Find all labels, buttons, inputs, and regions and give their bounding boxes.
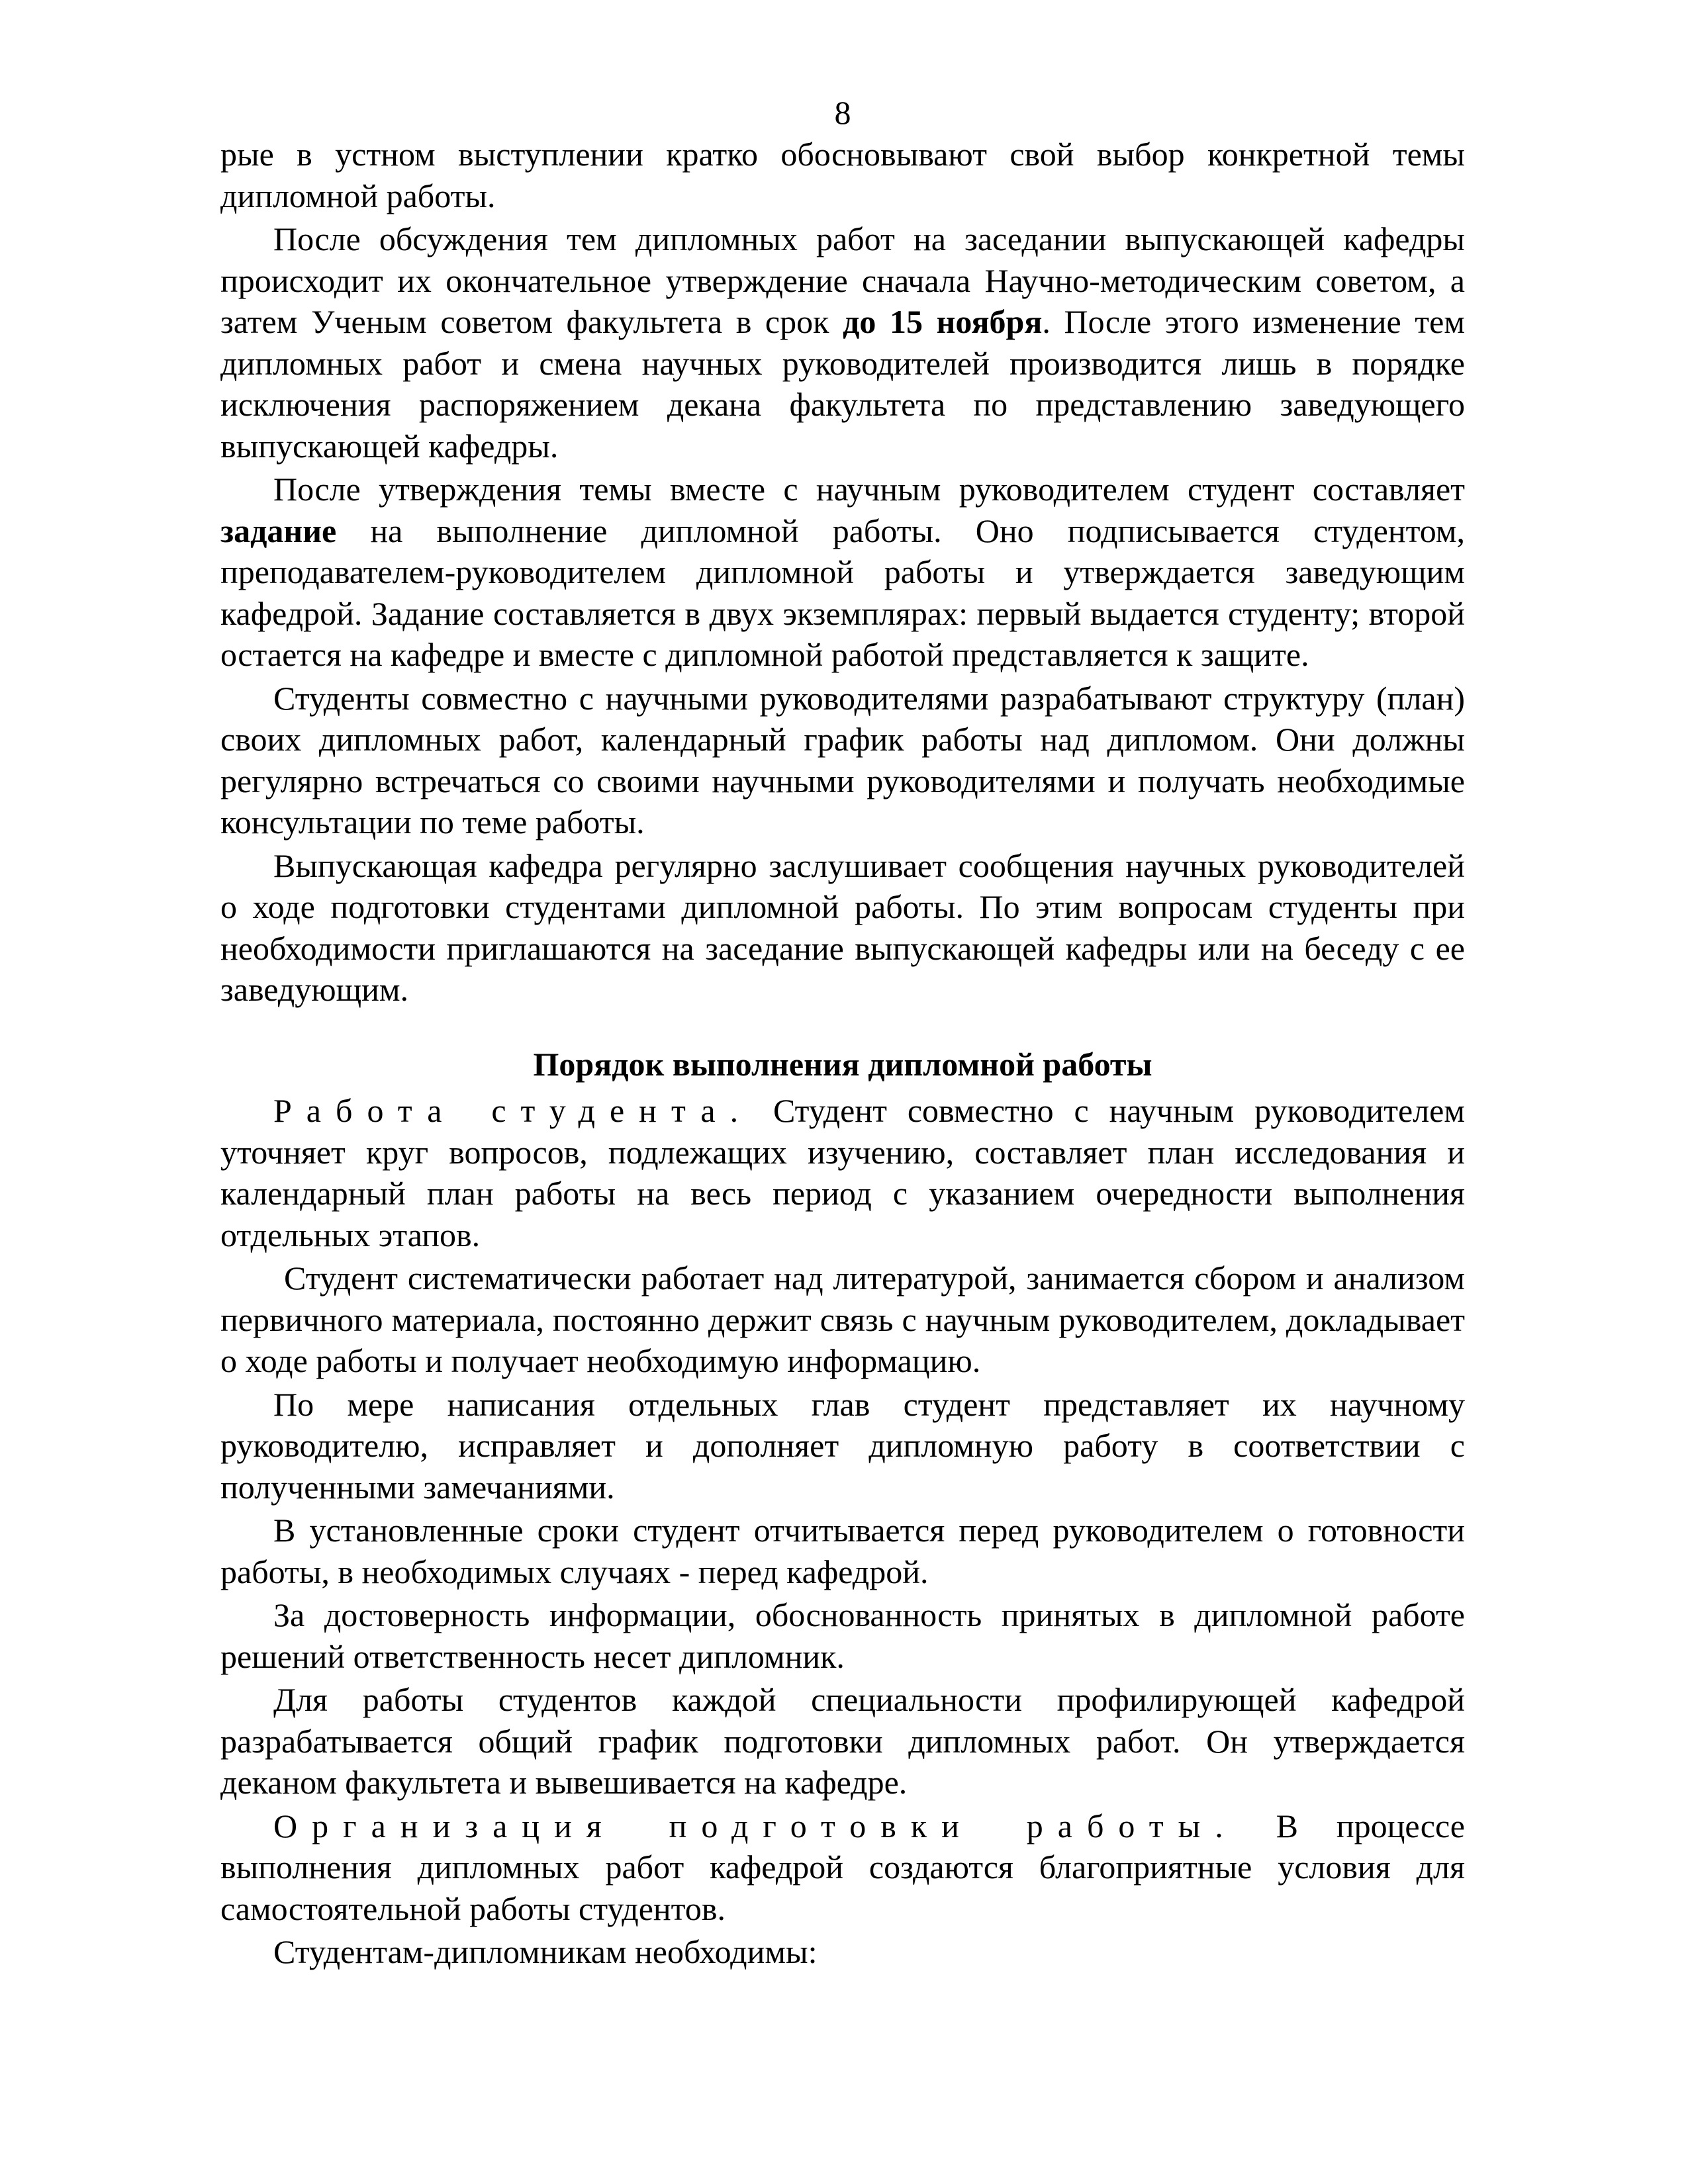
section-title: Порядок выполнения дипломной работы <box>533 1045 1152 1083</box>
paragraph-assignment <box>220 469 1465 676</box>
spaced-heading: Организация подготовки работы. <box>273 1807 1238 1844</box>
paragraph-text: После обсуждения тем дипломных работ на заседании выпускающей кафедры происходит их окончательное утверждение сначала Научно-методическим советом, а затем Ученым советом факультета в срок <box>220 220 1465 340</box>
paragraph-text: на выполнение дипломной работы. Оно подписывается студентом, преподавателем-руководителем дипломной работы и утверждается заведующим кафедрой. Задание составляется в двух экземплярах: первый выдается студенту; второй остается на кафедре и вместе с дипломной работой представляется к защите. <box>220 512 1465 673</box>
paragraph-department-reports: Выпускающая кафедра регулярно заслушивает сообщения научных руководителей о ходе подготовки студентами дипломной работы. По этим вопросам студенты при необходимости приглашаются на заседание выпускающей кафедры или на беседу с ее заведующим. <box>220 846 1465 1008</box>
page-number: 8 <box>834 94 851 131</box>
paragraph-text: Студент совместно с научным руководителем уточняет круг вопросов, подлежащих изучению, составляет план исследования и календарный план работы на весь период с указанием очередности выполнения отдельных этапов. <box>220 1092 1465 1253</box>
paragraph-systematic-work: Студент систематически работает над литературой, занимается сбором и анализом первичного материала, постоянно держит связь с научным руководителем, докладывает о ходе работы и получает необходимую информацию. <box>220 1259 1465 1379</box>
paragraph-organization <box>220 1805 1465 1930</box>
paragraph-chapters: По мере написания отдельных глав студент представляет их научному руководителю, исправляет и дополняет дипломную работу в соответствии с полученными замечаниями. <box>220 1385 1465 1506</box>
paragraph-student-work <box>220 1090 1465 1255</box>
paragraph-structure-plan: Студенты совместно с научными руководителями разрабатывают структуру (план) своих дипломных работ, календарный график работы над дипломом. Они должны регулярно встречаться со своими научными руководителями и получать необходимые консультации по теме работы. <box>220 679 1465 841</box>
deadline-text: до 15 ноября <box>843 303 1043 340</box>
paragraph-responsibility: За достоверность информации, обоснованность принятых в дипломной работе решений ответственность несет дипломник. <box>220 1596 1465 1675</box>
paragraph-topic-approval <box>220 218 1465 467</box>
paragraph-continuation: рые в устном выступлении кратко обосновывают свой выбор конкретной темы дипломной работы. <box>220 136 1465 214</box>
paragraph-text: После утверждения темы вместе с научным руководителем студент составляет <box>273 471 1465 508</box>
paragraph-reporting: В установленные сроки студент отчитывается перед руководителем о готовности работы, в необходимых случаях - перед кафедрой. <box>220 1512 1465 1590</box>
paragraph-text: В процессе выполнения дипломных работ кафедрой создаются благоприятные условия для самостоятельной работы студентов. <box>220 1807 1465 1927</box>
spaced-heading: Работа студента. <box>273 1092 753 1129</box>
assignment-term: задание <box>220 512 337 549</box>
paragraph-schedule: Для работы студентов каждой специальности профилирующей кафедрой разрабатывается общий график подготовки дипломных работ. Он утверждается деканом факультета и вывешивается на кафедре. <box>220 1681 1465 1801</box>
document-page <box>220 93 1465 1975</box>
paragraph-text: . После этого изменение тем дипломных работ и смена научных руководителей производится лишь в порядке исключения распоряжением декана факультета по представлению заведующего выпускающей кафедры. <box>220 303 1465 465</box>
paragraph-requirements: Студентам-дипломникам необходимы: <box>273 1933 818 1970</box>
